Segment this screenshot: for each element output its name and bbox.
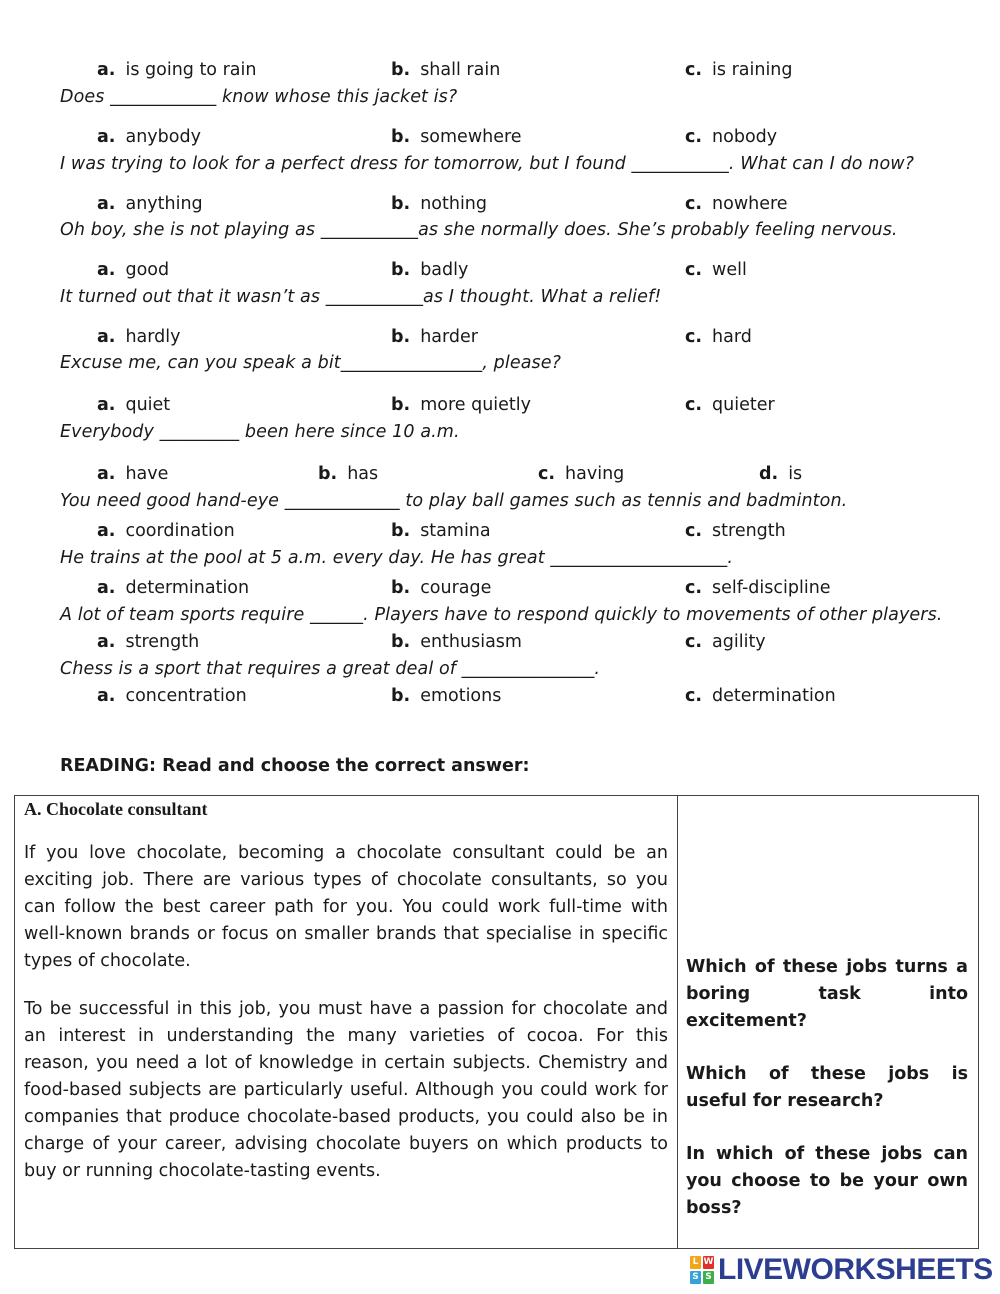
option-c[interactable]: c. is raining [685, 60, 793, 80]
reading-paragraph-2: To be successful in this job, you must have a passion for chocolate and an interest in understanding the many varieties of cocoa. For this reason, you need a lot of knowledge in certain subjects. Chemistry and food-based subjects are particularly useful. Although you could work for companies that produce chocolate-based products, you could also be in charge of your career, advising chocolate buyers on which products to buy or running chocolate-tasting events. [24, 999, 668, 1181]
question-9: A lot of team sports require ______. Players have to respond quickly to movements of other players. [60, 605, 943, 625]
option-b[interactable]: b. shall rain [391, 60, 501, 80]
reading-questions-cell [678, 796, 979, 1249]
reading-heading: READING: Read and choose the correct answer: [60, 756, 530, 776]
option-a[interactable]: a. quiet [97, 395, 171, 415]
option-a[interactable]: a. concentration [97, 686, 247, 706]
option-c[interactable]: c. nobody [685, 127, 778, 147]
logo-text: LIVEWORKSHEETS [718, 1253, 993, 1286]
options-row-2 [0, 194, 1000, 218]
options-row-9 [0, 632, 1000, 656]
reading-question-1: Which of these jobs turns a boring task into excitement? [686, 957, 968, 1031]
options-row-7 [0, 521, 1000, 545]
option-a[interactable]: a. anybody [97, 127, 201, 147]
question-1: Does ____________ know whose this jacket is? [60, 87, 458, 107]
option-a[interactable]: a. good [97, 260, 170, 280]
reading-table [14, 795, 979, 1249]
option-c[interactable]: c. having [538, 464, 625, 484]
option-c[interactable]: c. hard [685, 327, 752, 347]
logo-icon [690, 1256, 714, 1284]
logo-tile: S [690, 1271, 701, 1284]
option-a[interactable]: a. determination [97, 578, 250, 598]
question-10: Chess is a sport that requires a great deal of _______________. [60, 659, 601, 679]
question-8: He trains at the pool at 5 a.m. every day. He has great ____________________. [60, 548, 734, 568]
logo-tile: L [690, 1256, 701, 1269]
option-d[interactable]: d. is [759, 464, 803, 484]
reading-question-3: In which of these jobs can you choose to be your own boss? [686, 1144, 968, 1218]
option-b[interactable]: b. badly [391, 260, 469, 280]
reading-question-2: Which of these jobs is useful for research? [686, 1064, 968, 1111]
option-b[interactable]: b. stamina [391, 521, 491, 541]
options-row-8 [0, 578, 1000, 602]
section-title: A. Chocolate consultant [24, 799, 208, 819]
options-row-5 [0, 395, 1000, 419]
option-b[interactable]: b. somewhere [391, 127, 522, 147]
option-c[interactable]: c. nowhere [685, 194, 788, 214]
option-a[interactable]: a. anything [97, 194, 203, 214]
options-row-4 [0, 327, 1000, 351]
option-b[interactable]: b. has [318, 464, 379, 484]
option-b[interactable]: b. enthusiasm [391, 632, 522, 652]
options-row-10 [0, 686, 1000, 710]
question-5: Excuse me, can you speak a bit________________, please? [60, 353, 562, 373]
question-3: Oh boy, she is not playing as ___________as she normally does. She’s probably feeling nervous. [60, 220, 898, 240]
question-6: Everybody _________ been here since 10 a.m. [60, 422, 460, 442]
option-b[interactable]: b. harder [391, 327, 478, 347]
reading-paragraph-1: If you love chocolate, becoming a chocolate consultant could be an exciting job. There are various types of chocolate consultants, so you can follow the best career path for you. You could work full-time with well-known brands or focus on smaller brands that specialise in specific types of chocolate. [24, 843, 668, 971]
option-b[interactable]: b. nothing [391, 194, 488, 214]
question-4: It turned out that it wasn’t as ___________as I thought. What a relief! [60, 287, 662, 307]
option-c[interactable]: c. well [685, 260, 747, 280]
option-a[interactable]: a. have [97, 464, 169, 484]
question-7: You need good hand-eye _____________ to play ball games such as tennis and badminton. [60, 491, 848, 511]
option-b[interactable]: b. courage [391, 578, 492, 598]
reading-text-cell [15, 796, 678, 1249]
option-a[interactable]: a. is going to rain [97, 60, 257, 80]
logo-tile: S [703, 1271, 714, 1284]
option-b[interactable]: b. emotions [391, 686, 502, 706]
options-row-3 [0, 260, 1000, 284]
reading-questions [678, 954, 978, 1222]
logo-tile: W [703, 1257, 714, 1267]
option-a[interactable]: a. coordination [97, 521, 235, 541]
liveworksheets-logo [690, 1254, 993, 1286]
option-b[interactable]: b. more quietly [391, 395, 531, 415]
question-2: I was trying to look for a perfect dress for tomorrow, but I found ___________. What can I do now? [60, 154, 915, 174]
option-a[interactable]: a. strength [97, 632, 200, 652]
option-c[interactable]: c. determination [685, 686, 836, 706]
options-row-0 [0, 60, 1000, 84]
options-row-1 [0, 127, 1000, 151]
options-row-6 [0, 464, 1000, 488]
option-c[interactable]: c. strength [685, 521, 786, 541]
option-c[interactable]: c. self-discipline [685, 578, 831, 598]
option-c[interactable]: c. quieter [685, 395, 775, 415]
option-a[interactable]: a. hardly [97, 327, 181, 347]
option-c[interactable]: c. agility [685, 632, 766, 652]
